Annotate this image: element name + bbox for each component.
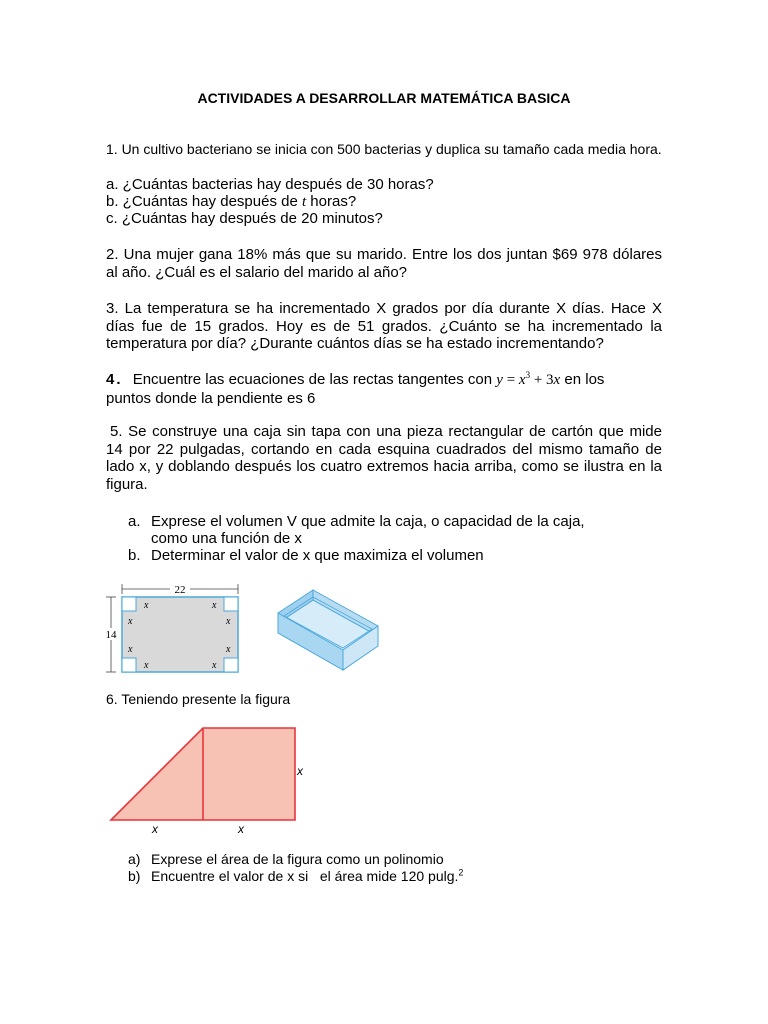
corner-x-label: x (212, 600, 217, 611)
problem-5-a-label: a. (128, 513, 141, 530)
problem-4-line-1 (106, 371, 666, 390)
box-figure (268, 588, 388, 678)
sheet-figure (100, 580, 250, 675)
problem-1-statement: 1. Un cultivo bacteriano se inicia con 500 bacterias y duplica su tamaño cada media hora. (106, 141, 662, 157)
eq-equals: = (502, 372, 519, 388)
problem-5-a-text (151, 513, 585, 547)
corner-x-label: x (212, 660, 217, 671)
problem-5-line-2: 14 por 22 pulgadas, cortando en cada esquina cuadrados del mismo tamaño de (106, 440, 662, 458)
problem-5-b-label: b. (128, 547, 141, 564)
problem-5-line-3: lado x, y doblando después los cuatro extremos hacia arriba, como se ilustra en la (106, 458, 662, 475)
problem-1-b-pre: b. ¿Cuántas hay después de (106, 193, 302, 210)
problem-1-a: a. ¿Cuántas bacterias hay después de 30 horas? (106, 176, 434, 193)
problem-5-a-line-1: Exprese el volumen V que admite la caja, o capacidad de la caja, (151, 513, 585, 530)
eq-y: y (496, 372, 503, 388)
corner-x-label: x (128, 644, 133, 655)
eq-plus: + 3 (530, 372, 554, 388)
corner-square-bl (122, 658, 136, 672)
corner-square-tl (122, 597, 136, 611)
problem-6-b-superscript: 2 (458, 867, 464, 878)
eq-exponent: 3 (525, 370, 531, 380)
corner-x-label: x (226, 616, 231, 627)
equation (496, 372, 560, 388)
corner-x-label: x (226, 644, 231, 655)
problem-5-line-4: figura. (106, 475, 148, 493)
trapezoid-figure (105, 722, 315, 840)
corner-square-br (224, 658, 238, 672)
problem-4 (106, 371, 666, 407)
problem-2 (106, 246, 662, 281)
problem-4-text: Encuentre las ecuaciones de las rectas tangentes con (132, 371, 493, 388)
corner-x-label: x (144, 600, 149, 611)
problem-6-statement: 6. Teniendo presente la figura (106, 691, 291, 707)
problem-2-line-2: al año. ¿Cuál es el salario del marido al año? (106, 263, 408, 281)
base-x-label-2: x (238, 822, 244, 836)
problem-3-line-3: temperatura por día? ¿Durante cuántos días se ha estado incrementando? (106, 335, 604, 352)
width-label: 22 (174, 584, 186, 596)
problem-5 (106, 423, 662, 493)
variable-t: t (301, 194, 307, 210)
problem-1-c: c. ¿Cuántas hay después de 20 minutos? (106, 210, 383, 227)
problem-5-line-1: 5. Se construye una caja sin tapa con una pieza rectangular de cartón que mide (110, 423, 662, 440)
problem-1-b (106, 193, 356, 212)
corner-x-label: x (144, 660, 149, 671)
problem-3-line-2: días fue de 15 grados. Hoy es de 51 grados. ¿Cuánto se ha incrementado la (106, 317, 662, 335)
cardboard-sheet (122, 597, 238, 672)
problem-6-a-label: a) (128, 851, 141, 867)
problem-6-b-label: b) (128, 868, 141, 884)
problem-4-text-2: en los (564, 371, 605, 388)
problem-5-b-text: Determinar el valor de x que maximiza el volumen (151, 547, 484, 564)
problem-3-line-1: 3. La temperatura se ha incrementado X grados por día durante X días. Hace X (106, 300, 662, 317)
problem-3 (106, 300, 662, 353)
problem-6-b-text (151, 868, 463, 885)
corner-square-tr (224, 597, 238, 611)
problem-4-line-2: puntos donde la pendiente es 6 (106, 389, 316, 407)
height-label: 14 (105, 629, 117, 641)
side-x-label: x (297, 764, 303, 778)
problem-4-number: 4. (106, 371, 123, 388)
problem-5-a-line-2: como una función de x (151, 530, 302, 547)
eq-x1: x (518, 372, 526, 388)
corner-x-label: x (128, 616, 133, 627)
eq-x2: x (553, 372, 561, 388)
base-x-label-1: x (152, 822, 158, 836)
document-title: ACTIVIDADES A DESARROLLAR MATEMÁTICA BASICA (197, 90, 571, 106)
problem-6-b-main: Encuentre el valor de x si el área mide 120 pulg. (151, 868, 459, 884)
problem-1-b-post: horas? (306, 193, 357, 210)
problem-2-line-1: 2. Una mujer gana 18% más que su marido. Entre los dos juntan $69 978 dólares (106, 246, 662, 263)
problem-6-a-text: Exprese el área de la figura como un polinomio (151, 851, 444, 867)
